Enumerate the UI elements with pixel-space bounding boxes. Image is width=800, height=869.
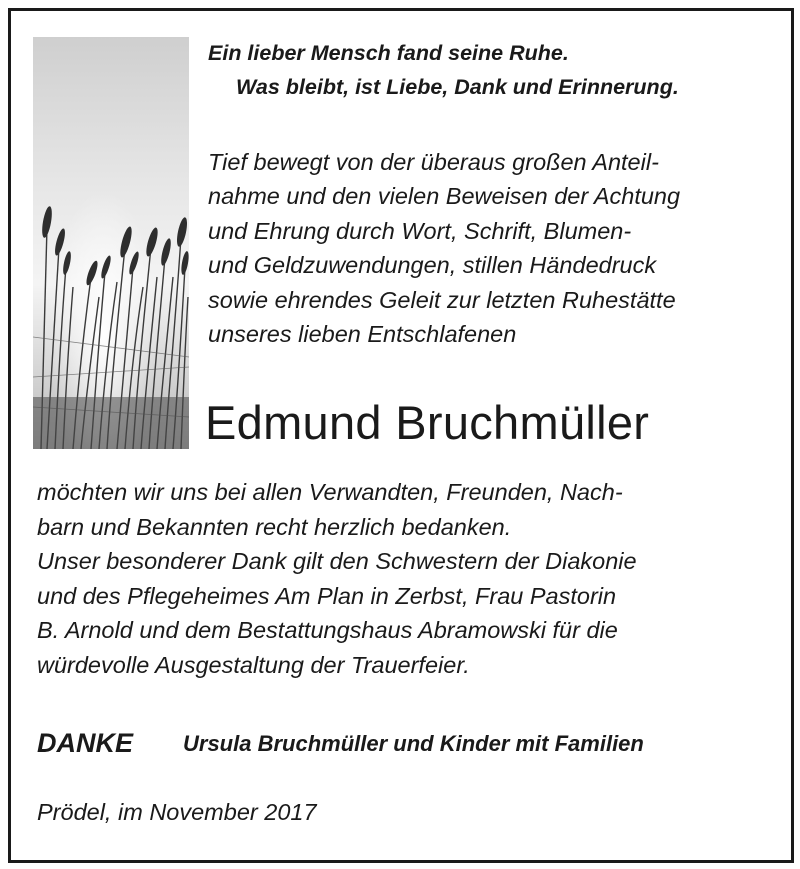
obituary-notice [8,8,794,863]
signatories: Ursula Bruchmüller und Kinder mit Familien [183,731,644,756]
intro-line-2: nahme und den vielen Beweisen der Achtung [208,183,681,209]
intro-line-6: unseres lieben Entschlafenen [208,321,517,347]
thanks-line-6: würdevolle Ausgestaltung der Trauerfeier. [37,652,470,678]
thanks-line-1: möchten wir uns bei allen Verwandten, Freunden, Nach- [37,479,623,505]
thanks-line-3: Unser besonderer Dank gilt den Schwestern der Diakonie [37,548,637,574]
motto-line-2: Was bleibt, ist Liebe, Dank und Erinnerung. [236,75,679,99]
thanks-line-5: B. Arnold und dem Bestattungshaus Abramowski für die [37,617,618,643]
thanks-line-2: barn und Bekannten recht herzlich bedanken. [37,514,512,540]
reed-grass-photo [33,37,189,449]
thanks-line-4: und des Pflegeheimes Am Plan in Zerbst, Frau Pastorin [37,583,617,609]
intro-line-4: und Geldzuwendungen, stillen Händedruck [208,252,657,278]
intro-line-5: sowie ehrendes Geleit zur letzten Ruhestätte [208,287,676,313]
intro-line-3: und Ehrung durch Wort, Schrift, Blumen- [208,218,632,244]
intro-line-1: Tief bewegt von der überaus großen Anteil- [208,149,659,175]
place-date: Prödel, im November 2017 [37,799,317,825]
danke-heading: DANKE [37,728,134,758]
motto-line-1: Ein lieber Mensch fand seine Ruhe. [208,41,569,65]
deceased-name: Edmund Bruchmüller [205,396,650,449]
